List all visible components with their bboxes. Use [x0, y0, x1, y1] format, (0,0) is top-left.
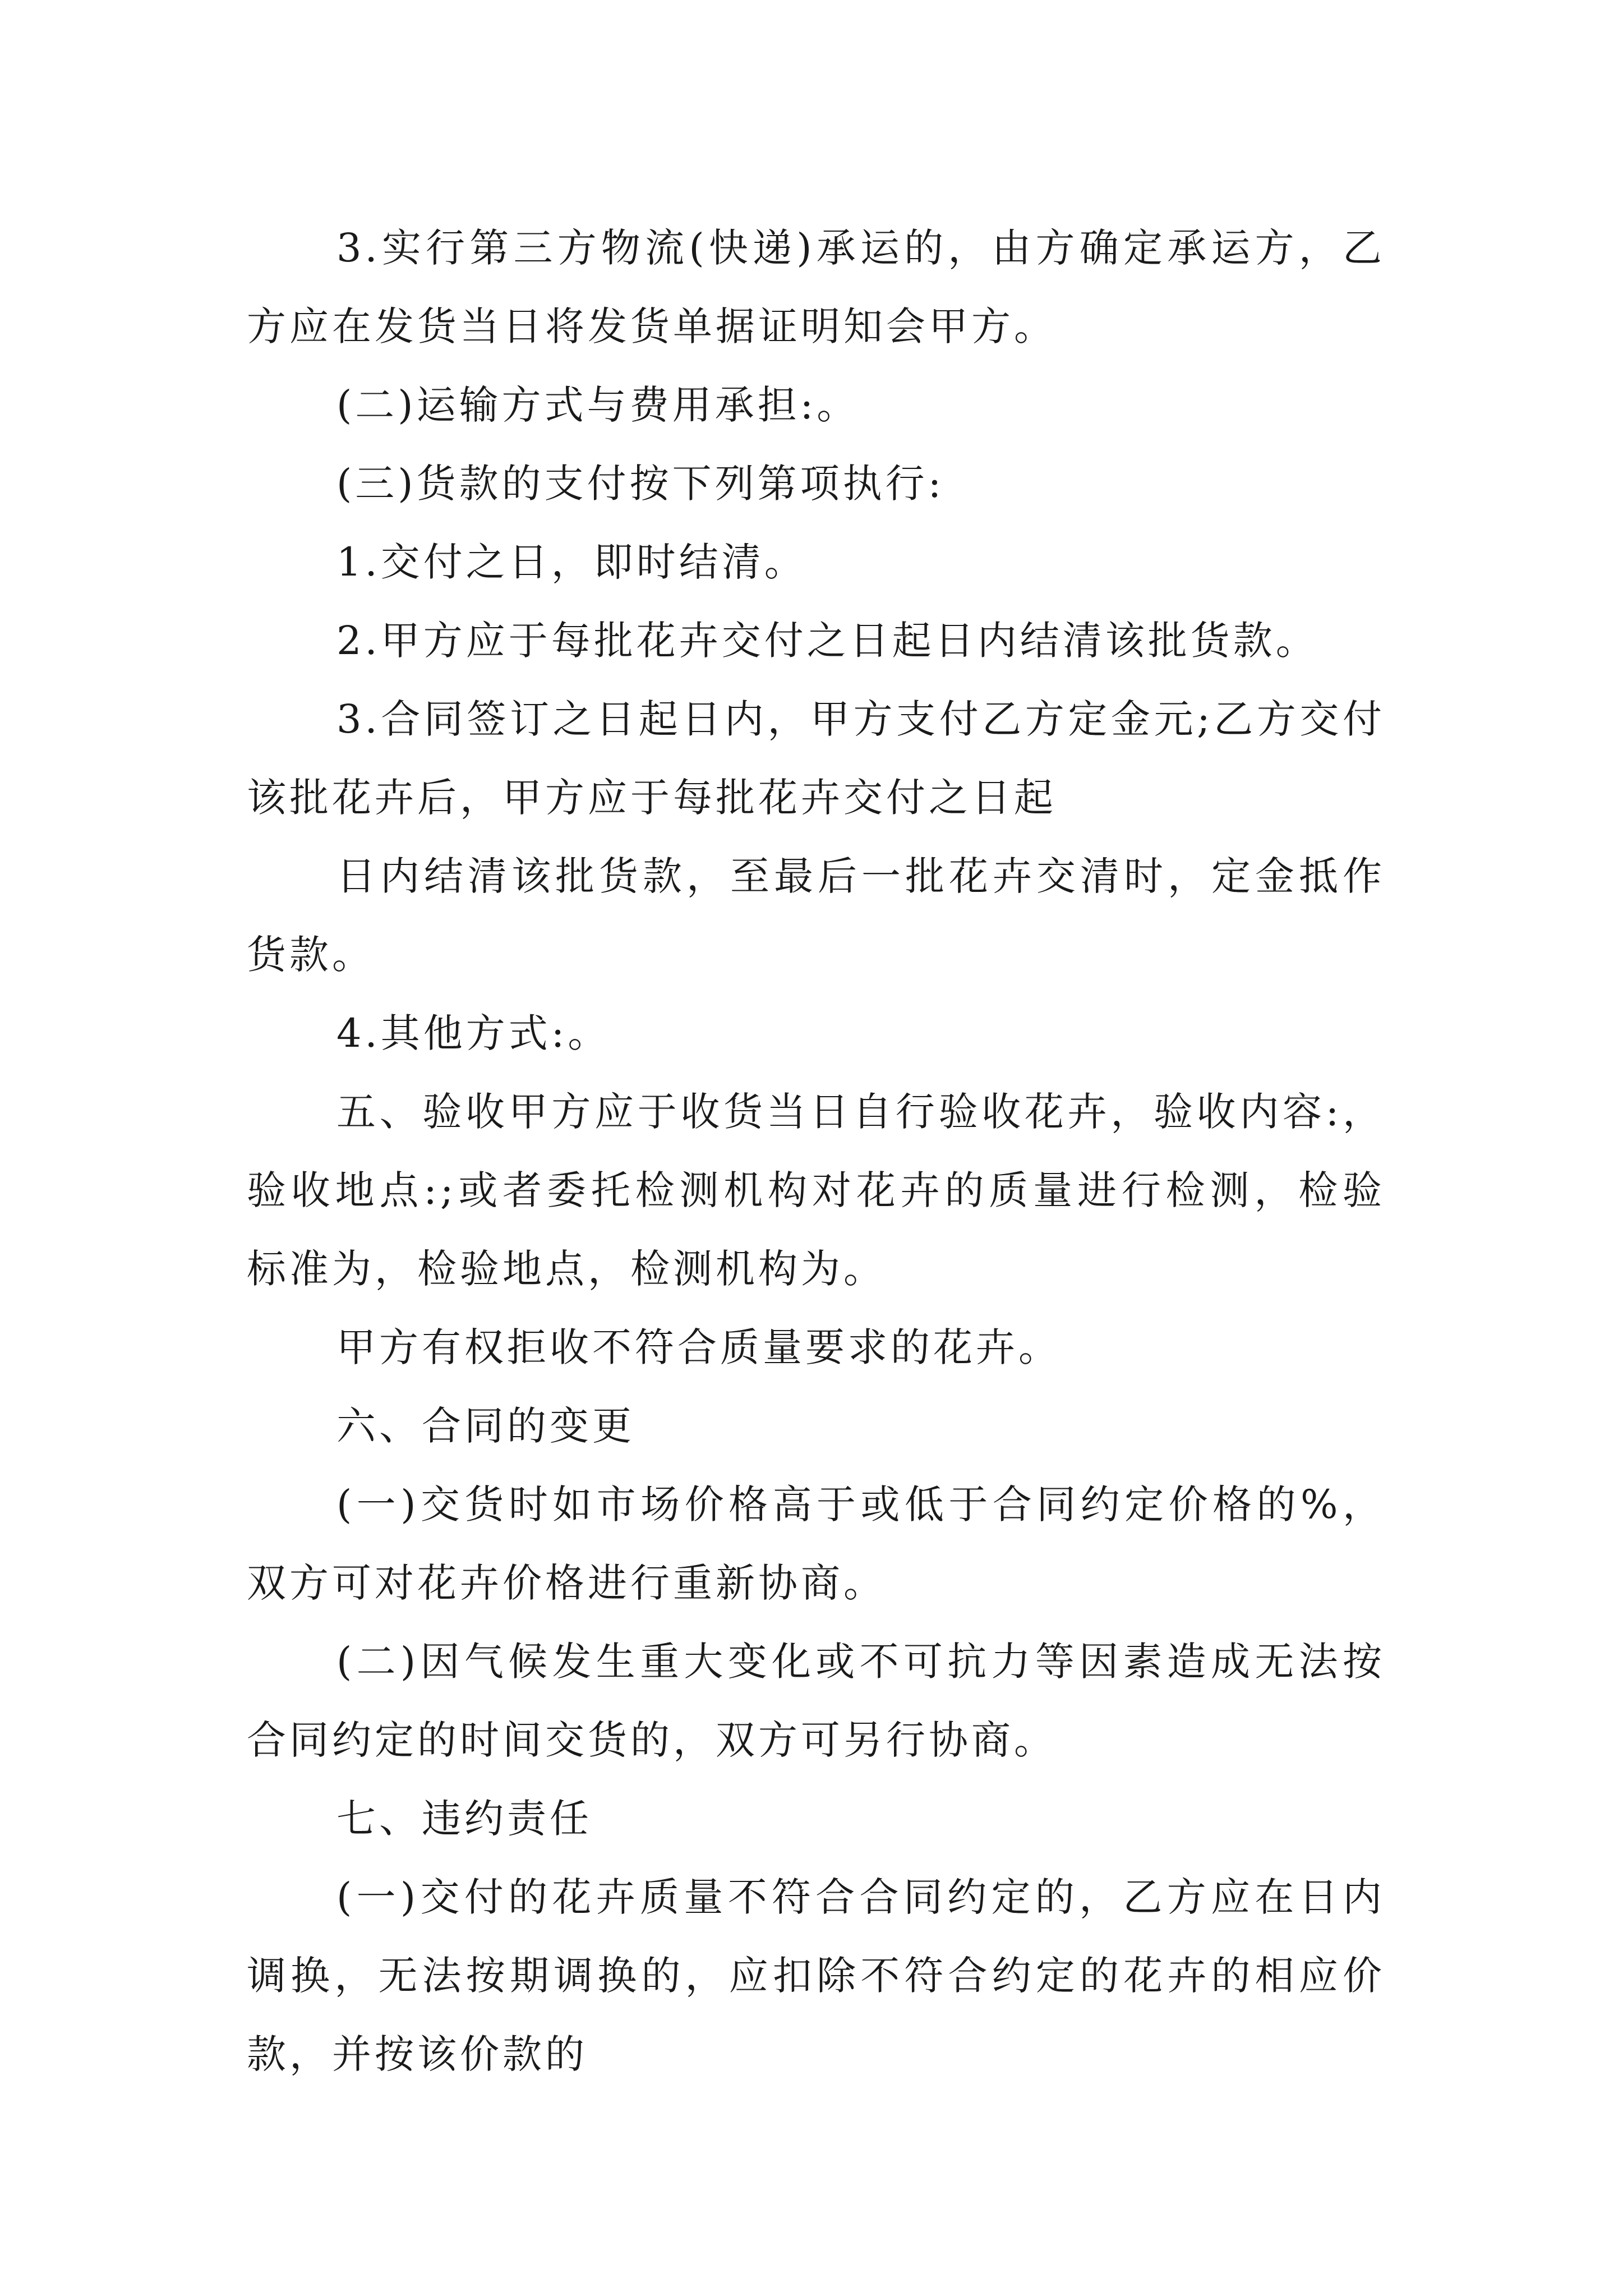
heading-breach-liability: 七、违约责任	[336, 1796, 592, 1842]
paragraph-transport-cost: (二)运输方式与费用承担:。	[336, 382, 860, 428]
paragraph-payment-option-3: 3.合同签订之日起日内，甲方支付乙方定金元;乙方交付该批花卉后，甲方应于每批花卉交付之日起	[247, 696, 1385, 821]
paragraph-acceptance: 五、验收甲方应于收货当日自行验收花卉，验收内容:，验收地点:;或者委托检测机构对花卉的质量进行检测，检验标准为，检验地点，检测机构为。	[247, 1089, 1385, 1292]
paragraph-payment-option-4: 4.其他方式:。	[336, 1010, 611, 1056]
paragraph-payment-terms: (三)货款的支付按下列第项执行:	[336, 461, 945, 507]
paragraph-shipping-third-party: 3.实行第三方物流(快递)承运的，由方确定承运方，乙方应在发货当日将发货单据证明知会甲方。	[247, 225, 1385, 349]
paragraph-breach-1: (一)交付的花卉质量不符合合同约定的，乙方应在日内调换，无法按期调换的，应扣除不符合约定的花卉的相应价款，并按该价款的	[247, 1874, 1385, 2077]
paragraph-payment-option-1: 1.交付之日，即时结清。	[336, 539, 807, 585]
paragraph-payment-option-3-cont: 日内结清该批货款，至最后一批花卉交清时，定金抵作货款。	[247, 853, 1385, 978]
paragraph-change-1: (一)交货时如市场价格高于或低于合同约定价格的%，双方可对花卉价格进行重新协商。	[247, 1481, 1385, 1606]
heading-contract-change: 六、合同的变更	[336, 1403, 635, 1449]
paragraph-change-2: (二)因气候发生重大变化或不可抗力等因素造成无法按合同约定的时间交货的，双方可另行协商。	[247, 1639, 1385, 1763]
paragraph-reject-right: 甲方有权拒收不符合质量要求的花卉。	[336, 1324, 1061, 1370]
paragraph-payment-option-2: 2.甲方应于每批花卉交付之日起日内结清该批货款。	[336, 618, 1318, 664]
document-body	[247, 209, 1385, 2093]
